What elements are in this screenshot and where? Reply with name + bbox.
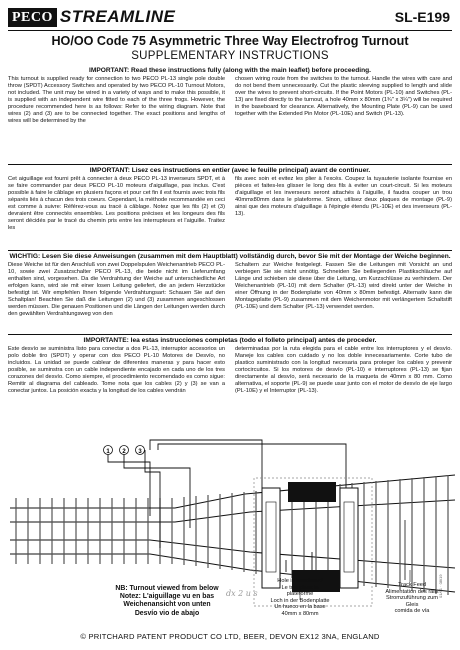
section-heading: WICHTIG: Lesen Sie diese Anweisungen (zusammen mit dem Hauptblatt) vollständig durch, bevor Sie mit der Montage der Weiche beginnen. (9, 253, 451, 260)
peco-logo-box: PECO (8, 8, 57, 27)
section-column-left: Este desvío se suministra listo para conectar a dos PL-13, interruptor accesorios un polo doble tiro (SPDT) y operar con dos PECO PL-10 Motores de Desvío, no incluidos. La unidad se puede cablear de diferentes maneras y para hacer esto posible, se suminstra con un cable independiente encajado en cada uno de los tres corazones del desvío. Como siempre, el procedimiento recomendado es como sigue: Remitir al diagrama del cableado. Tome nota que los cables (2) y (3) se van a conectar juntos. La posición exacta y la longitud de los cables vendrán (8, 346, 225, 394)
print-code: 01/61 · 08/19 (438, 574, 443, 598)
section-english (8, 67, 452, 125)
handwritten-note: dx 2 u s (226, 589, 258, 598)
switch-block-top (288, 482, 336, 502)
sleepers (16, 475, 448, 595)
wire-2-label: 2 (122, 449, 126, 455)
section-column-left: This turnout is supplied ready for connection to two PECO PL-13 single pole double throw (SPDT) Accessory Switches and operated by two PECO PL-10 Turnout Motors, not included. The unit may be wired in a variety of ways and to make this possible, it is supplied with an independent wire fitted to each of the three frogs. However, the procedure recommended here is as follows: Refer to the wiring diagram. Note that wires (2) and (3) are to be connected together. The exact positions and lengths of wires will be determined by the (8, 76, 225, 124)
section-spanish (8, 334, 452, 395)
page-title: HO/OO Code 75 Asymmetric Three Way Electrofrog Turnout (51, 34, 409, 48)
section-column-left: Cet aiguillage est fourni prêt à connecter à deux PECO PL-13 inverseurs SPDT, et à se faire commander par deux PECO PL-10 moteurs d'aiguillage, pas inclus. C'est possible à faire le câblage en plusiers façons et pour cet fin il est fournis avec trois fils séparés liés à chacun des trois coeurs. Cependant, la méthode recommandée en ceci est comme à suivre: Référez-vous au tracé à câblage. Notez que les fils (2) et (3) devraient être connectés ensembles. Les positions précises et les longeurs des fils seront décidés par le tracé du chemin pris entre les interrupteurs et l'aiguille. Traitez les (8, 176, 225, 231)
section-column-left: Diese Weiche ist für den Anschluß von zwei Doppelspulen Weichenantrieb PECO PL-10, sowie zwei Zusatzschalter PECO PL-13, die beide nicht im Lieferumfang enthalten sind, vorgesehen. Da die Verdrahtung der Weiche auf unterschiedliche Art erfolgen kann, wird sie mit einer losen Leitung geliefert, die an jedem Herzstücke befestigt ist. Wir empfehlen Ihnen folgende Verdrahtungsart: Schauen Sie auf den Schaltplan! Beachten Sie daß die Leitungen (2) und (3) zusammen angeschlossen werden müssen. Die genauen Positionen und die Längen der Leitungen werden durch den gewählten Verdrahtungsweg von den (8, 262, 225, 317)
header-divider (8, 30, 452, 31)
wire-to-switch-b (158, 444, 346, 488)
label-track-feed: Track Feed Alimentation des rails Stromzuführung zum Gleis comida de vía (385, 582, 439, 615)
diagram-note: NB: Turnout viewed from below Notez: L'aiguillage vu en bas Weichenansicht von unten Desvío vio de abajo (115, 585, 219, 617)
footer-copyright: © PRITCHARD PATENT PRODUCT CO LTD, BEER, DEVON EX12 3NA, ENGLAND (80, 632, 380, 641)
section-french (8, 164, 452, 232)
brand-logo (8, 7, 175, 27)
wire-1-label: 1 (106, 449, 110, 455)
wire-3-label: 3 (138, 449, 142, 455)
section-column-right: Schaltern zur Weiche festgelegt. Fassen Sie die Leitungen mit Vorsicht an und verbiegen Sie sie nicht unnötig. Schneiden Sie beiliegenden Plastikschläuche auf Länge und schieben sie diese über die Leitung, um Kurzschlüsse zu verhindern. Der Weichenantrieb (PL-10) mit dem Schalter (PL-13) wird direkt unter der Weiche in einer Öffnung in der Bodenplatte von 40mm x 80mm befestigt. Alternativ kann die Montageplatte (PL-9) zusammen mit dem Weichenmotor mit verlängertem Schaltstift (PL-10E) und dem Schalter (PL-13) verwendet werden. (235, 262, 452, 310)
wire-3 (145, 450, 160, 548)
streamline-wordmark: STREAMLINE (59, 7, 176, 26)
section-column-right: fils avec soin et evitez les plier à l'excès. Coupez la tuyauterie isolante fournise en pièces et faites-les glisser le long des fils à eviter un court-circuit. Si les moteurs d'aiguillage et les inverseurs seront attachés à l'aiguille, il faudra couper un trou 40mmx80mm dans le plateforme. Sinon, utilisez deux plaques de montage (PL-9) ainsi que des moteurs d'aiguillage à l'épingle étendu (PL-10E) et des inverseurs (PL-13). (235, 176, 452, 217)
section-heading: IMPORTANT: Read these instructions fully (along with the main leaflet) before proceeding. (89, 67, 371, 74)
product-code: SL-E199 (394, 9, 450, 25)
point-motor-b (340, 488, 358, 588)
point-motor-a (262, 488, 280, 588)
section-heading: IMPORTANT: Lisez ces instructions en entier (avec le feuille principal) avant de continuer. (89, 167, 371, 174)
wire-to-switch-a (150, 440, 268, 488)
section-heading: IMPORTANTE: lea estas instrucciones completas (todo el folleto principal) antes de proceder. (83, 337, 377, 344)
page-subtitle: SUPPLEMENTARY INSTRUCTIONS (131, 50, 329, 62)
section-column-right: determinadas por la ruta elegida para el cable entre los interruptores y el desvío. Maneje los cables con cuidado y no los doble innecesariamente. Corte tubo de plastico suministrado con la longitud necesaria para proteger los cables y prevenir cortocircuitos. Si los motores de desvío (PL-10) e interruptores (PL-13) se fijan directamente al desvío, será necesario de la maqueta de 40mm x 80 mm. Como alternativa, el soporte (PL-9) se puede usar junto con el motor de desvío de eje largo (PL-10E) y el Interruptor (PL-13). (235, 346, 452, 394)
wire-1 (108, 450, 150, 516)
label-hole-in-baseboard: Hole in baseboard Le trou dans la plateforme Loch in der Bodenplatte Un hueco en la base 40mm x 80mm (270, 578, 330, 617)
section-column-right: chosen wiring route from the switches to the turnout. Handle the wires with care and do not bend them unnecessarily. Cut the plastic sleeving supplied to length and slide over the wires to prevent short-circuits. If the Point Motors (PL-10) and Switches (PL-13) are fixed directly to the turnout, a hole 40mm x 80mm (1¾" x 3¼") will be required in the baseboard for clearance. Alternatively, the Mounting Plate (PL-9) can be used together with the Extended Pin Motor (PL-10E) and Switch (PL-13). (235, 76, 452, 117)
section-german (8, 250, 452, 318)
